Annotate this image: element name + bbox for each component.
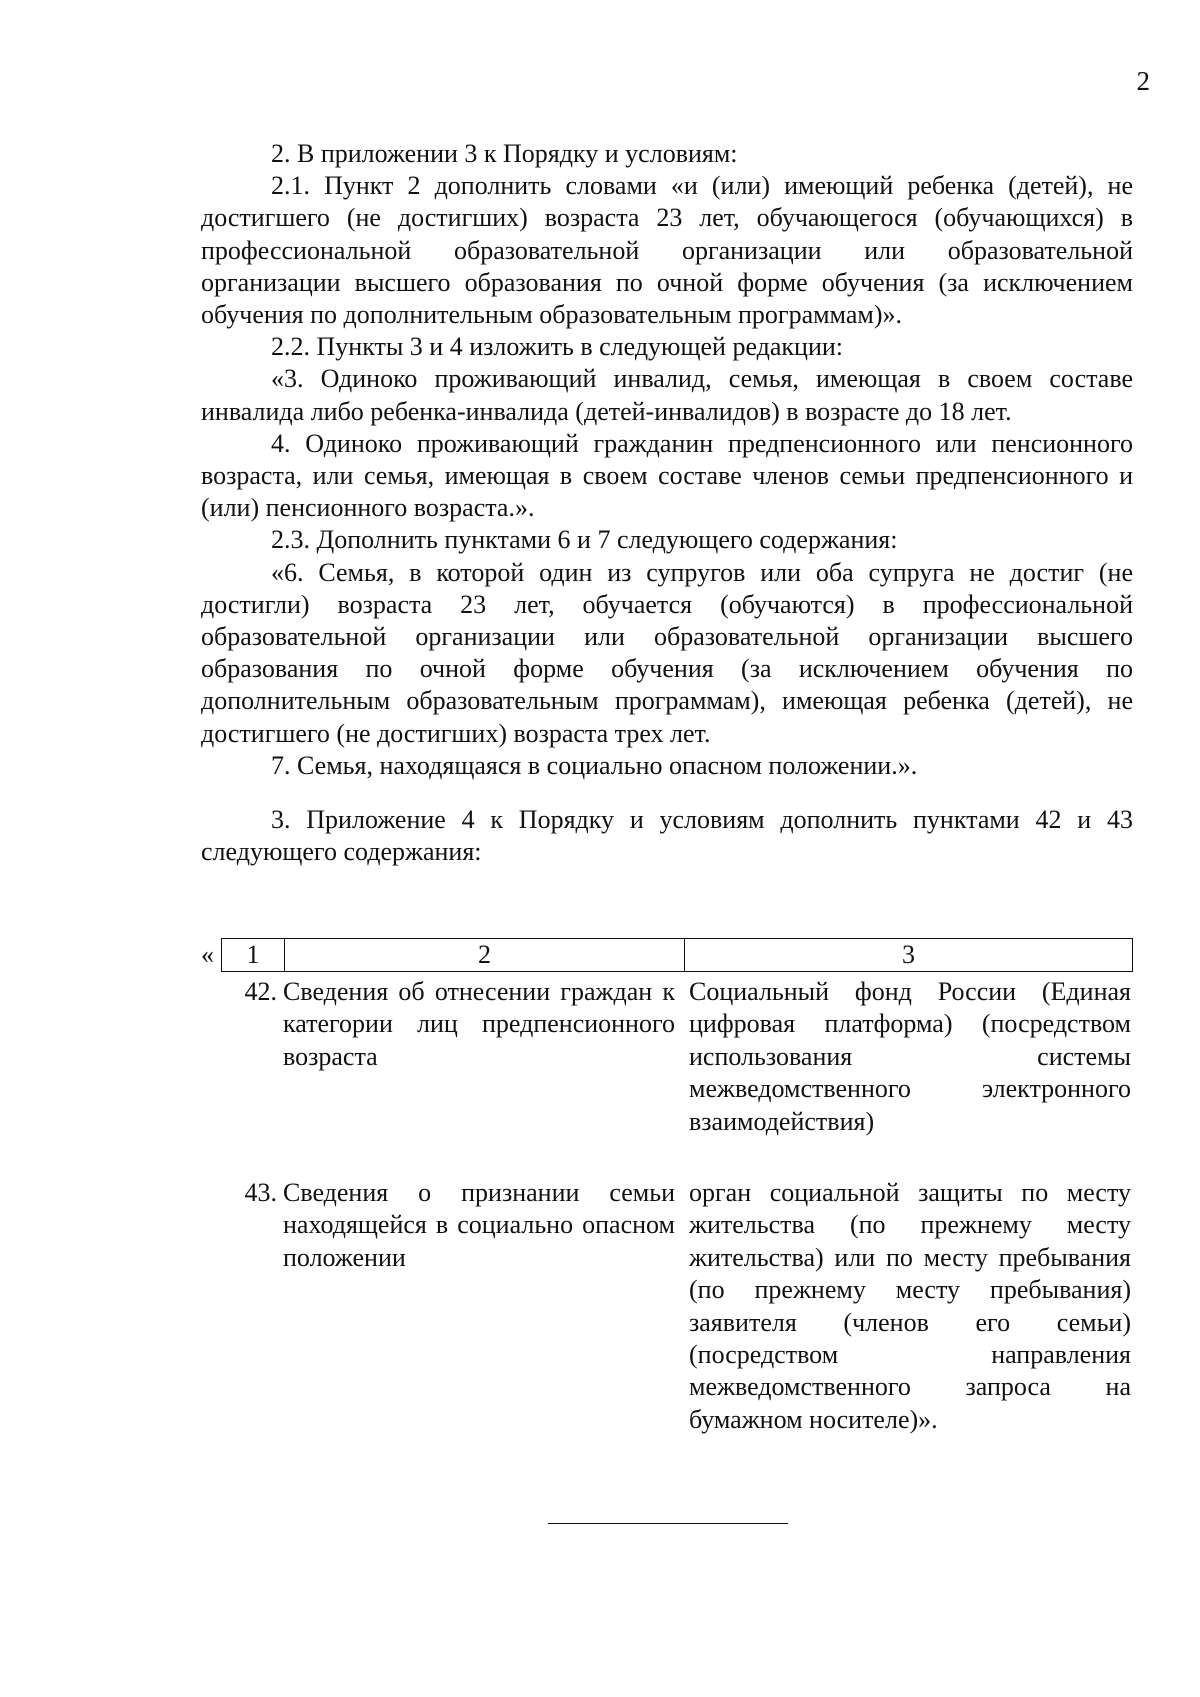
table-header-col-3: 3 xyxy=(684,939,1132,971)
table-row xyxy=(221,976,1131,1138)
paragraph-spacer xyxy=(201,782,1133,804)
document-body xyxy=(201,138,1133,868)
paragraph-item-4: 4. Одиноко проживающий гражданин предпенсионного или пенсионного возраста, или семья, имеющая в своем составе членов семьи предпенсионного и (или) пенсионного возраста.». xyxy=(201,428,1133,523)
row-number: 43. xyxy=(244,1178,277,1207)
paragraph-2-3: 2.3. Дополнить пунктами 6 и 7 следующего содержания: xyxy=(271,525,898,555)
paragraph-item-6: «6. Семья, в которой один из супругов или оба супруга не достиг (не достигли) возраста 23 лет, обучается (обучаются) в профессиональной образовательной организации или образовательной организации высшего образования по очной форме обучения (за исключением обучения по дополнительным образовательным программам), имеющая ребенка (детей), не достигшего (не достигших) возраста трех лет. xyxy=(201,557,1133,748)
row-source-text: орган социальной защиты по месту жительства (по прежнему месту жительства) или по месту пребывания (по прежнему месту пребывания) заявителя (членов его семьи) (посредством направления межведомственного запроса на бумажном носителе)». xyxy=(689,1178,1131,1434)
paragraph-item-3: «3. Одиноко проживающий инвалид, семья, имеющая в своем составе инвалида либо ребенка-инвалида (детей-инвалидов) в возрасте до 18 лет. xyxy=(201,364,1133,426)
paragraph-2-1: 2.1. Пункт 2 дополнить словами «и (или) имеющий ребенка (детей), не достигшего (не достигших) возраста 23 лет, обучающегося (обучающихся) в профессиональной образовательной организации или образовательной организации высшего образования по очной форме обучения (за исключением обучения по дополнительным образовательным программам)». xyxy=(201,171,1133,330)
paragraph-2-2: 2.2. Пункты 3 и 4 изложить в следующей редакции: xyxy=(271,332,844,362)
table-header-col-2: 2 xyxy=(284,939,684,971)
paragraph-item-7: 7. Семья, находящаяся в социально опасном положении.». xyxy=(271,750,918,780)
table-header-col-1: 1 xyxy=(246,940,260,969)
end-of-document-rule xyxy=(548,1523,788,1524)
row-number: 42. xyxy=(244,977,277,1006)
table-open-quote: « xyxy=(201,940,214,969)
table-header-row xyxy=(221,938,1133,972)
row-info-text: Сведения об отнесении граждан к категории лиц предпенсионного возраста xyxy=(283,977,675,1071)
paragraph-3: 3. Приложение 4 к Порядку и условиям дополнить пунктами 42 и 43 следующего содержания: xyxy=(201,805,1133,867)
page-number: 2 xyxy=(1136,66,1150,96)
paragraph-2: 2. В приложении 3 к Порядку и условиям: xyxy=(271,139,738,168)
row-info-text: Сведения о признании семьи находящейся в социально опасном положении xyxy=(283,1178,675,1272)
row-source-text: Социальный фонд России (Единая цифровая платформа) (посредством использования системы межведомственного электронного взаимодействия) xyxy=(689,977,1131,1136)
table-row xyxy=(221,1177,1131,1436)
